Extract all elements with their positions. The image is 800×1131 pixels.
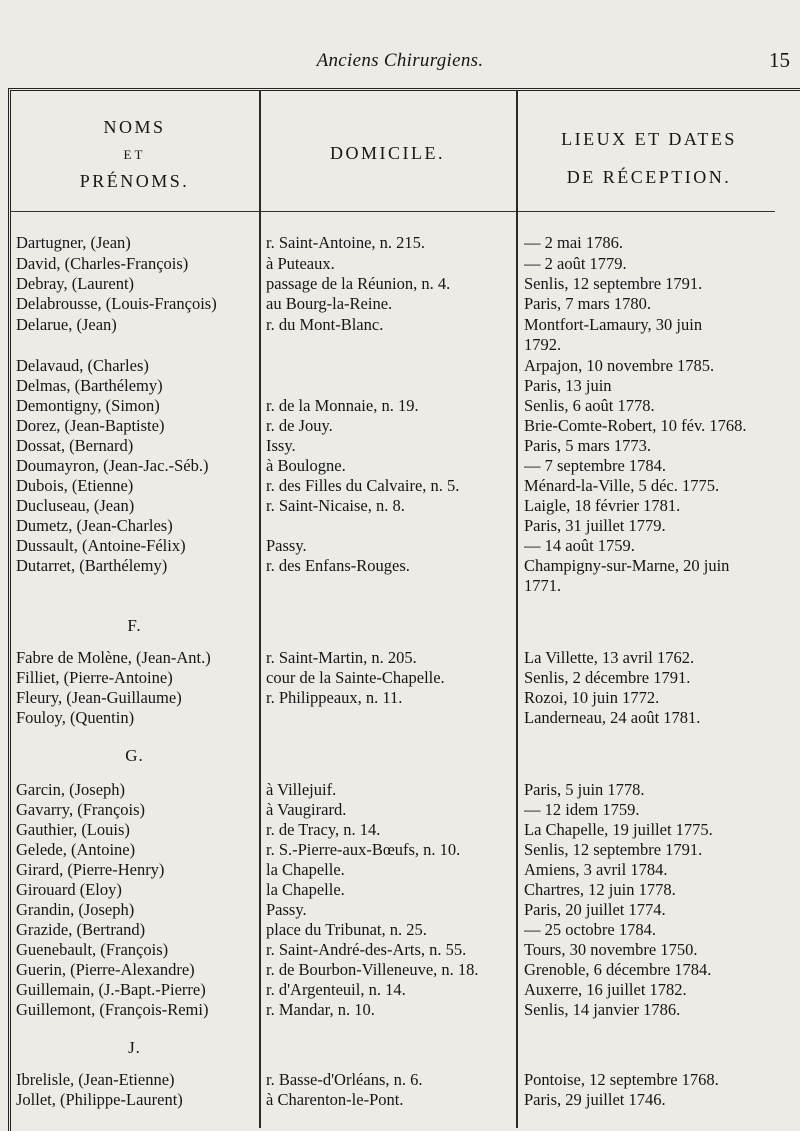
table-row: [0, 416, 800, 437]
date-cell: Champigny-sur-Marne, 20 juin: [524, 556, 730, 575]
name-cell: Guerin, (Pierre-Alexandre): [16, 960, 195, 979]
table-row: [0, 668, 800, 689]
domicile-cell: Passy.: [266, 536, 307, 555]
date-cell: Grenoble, 6 décembre 1784.: [524, 960, 712, 979]
name-cell: David, (Charles-François): [16, 254, 189, 273]
table-row: [0, 456, 800, 477]
name-cell: Guillemont, (François-Remi): [16, 1000, 209, 1019]
domicile-cell: place du Tribunat, n. 25.: [266, 920, 427, 939]
table-row: [0, 274, 800, 295]
date-cell: — 25 octobre 1784.: [524, 920, 656, 939]
table-row: [0, 376, 800, 397]
date-cell: Paris, 13 juin: [524, 376, 612, 395]
name-cell: Dubois, (Etienne): [16, 476, 134, 495]
table-row: [0, 820, 800, 841]
date-cell: Senlis, 12 septembre 1791.: [524, 274, 703, 293]
domicile-cell: r. des Filles du Calvaire, n. 5.: [266, 476, 460, 495]
section-heading-g: G.: [125, 746, 144, 765]
column-header-lieux: [518, 120, 780, 196]
name-cell: Gavarry, (François): [16, 800, 146, 819]
table-row: [0, 800, 800, 821]
date-cell: 1771.: [524, 576, 562, 595]
column-header-noms: [10, 114, 259, 195]
domicile-cell: r. Saint-André-des-Arts, n. 55.: [266, 940, 467, 959]
domicile-cell: à Boulogne.: [266, 456, 346, 475]
table-row: [0, 396, 800, 417]
name-cell: Delabrousse, (Louis-François): [16, 294, 217, 313]
table-row: [0, 900, 800, 921]
name-cell: Ibrelisle, (Jean-Etienne): [16, 1070, 175, 1089]
name-cell: Jollet, (Philippe-Laurent): [16, 1090, 183, 1109]
date-cell: Brie-Comte-Robert, 10 fév. 1768.: [524, 416, 747, 435]
header-rule-domicile: [259, 211, 516, 212]
domicile-cell: à Puteaux.: [266, 254, 335, 273]
table-row: [0, 233, 800, 254]
name-cell: Fabre de Molène, (Jean-Ant.): [16, 648, 211, 667]
table-row: [0, 708, 800, 729]
date-cell: Paris, 5 mars 1773.: [524, 436, 651, 455]
domicile-cell: r. de Tracy, n. 14.: [266, 820, 381, 839]
name-cell: Dossat, (Bernard): [16, 436, 134, 455]
domicile-cell: r. de Bourbon-Villeneuve, n. 18.: [266, 960, 479, 979]
domicile-cell: r. Philippeaux, n. 11.: [266, 688, 403, 707]
name-cell: Demontigny, (Simon): [16, 396, 160, 415]
domicile-cell: r. Saint-Martin, n. 205.: [266, 648, 417, 667]
date-cell: Senlis, 12 septembre 1791.: [524, 840, 703, 859]
date-cell: Ménard-la-Ville, 5 déc. 1775.: [524, 476, 720, 495]
header-noms-line2: ET: [123, 147, 146, 162]
name-cell: Dutarret, (Barthélemy): [16, 556, 168, 575]
date-cell: 1792.: [524, 335, 562, 354]
domicile-cell: r. du Mont-Blanc.: [266, 315, 384, 334]
date-cell: Landerneau, 24 août 1781.: [524, 708, 701, 727]
table-row: [0, 920, 800, 941]
name-cell: Fouloy, (Quentin): [16, 708, 135, 727]
table-row: [0, 1000, 800, 1021]
date-cell: — 2 mai 1786.: [524, 233, 623, 252]
page-title: Anciens Chirurgiens.: [316, 50, 484, 71]
name-cell: Fleury, (Jean-Guillaume): [16, 688, 182, 707]
header-rule-lieux: [518, 211, 775, 212]
domicile-cell: r. Saint-Antoine, n. 215.: [266, 233, 426, 252]
table-row: [0, 496, 800, 517]
table-row: [0, 980, 800, 1001]
page-number: 15: [769, 48, 790, 72]
name-cell: Gelede, (Antoine): [16, 840, 136, 859]
domicile-cell: la Chapelle.: [266, 860, 345, 879]
name-cell: Filliet, (Pierre-Antoine): [16, 668, 173, 687]
name-cell: Gauthier, (Louis): [16, 820, 130, 839]
domicile-cell: Passy.: [266, 900, 307, 919]
table-row: [0, 315, 800, 336]
date-cell: Paris, 7 mars 1780.: [524, 294, 651, 313]
domicile-cell: Issy.: [266, 436, 296, 455]
date-cell: Paris, 29 juillet 1746.: [524, 1090, 666, 1109]
domicile-cell: r. Saint-Nicaise, n. 8.: [266, 496, 405, 515]
date-cell: Montfort-Lamaury, 30 juin: [524, 315, 703, 334]
name-cell: Delavaud, (Charles): [16, 356, 149, 375]
name-cell: Ducluseau, (Jean): [16, 496, 135, 515]
date-cell: Paris, 5 juin 1778.: [524, 780, 645, 799]
name-cell: Girard, (Pierre-Henry): [16, 860, 165, 879]
domicile-cell: au Bourg-la-Reine.: [266, 294, 393, 313]
domicile-cell: r. S.-Pierre-aux-Bœufs, n. 10.: [266, 840, 461, 859]
table-row: [0, 576, 800, 597]
name-cell: Grazide, (Bertrand): [16, 920, 146, 939]
domicile-cell: r. de la Monnaie, n. 19.: [266, 396, 419, 415]
table-row: [0, 860, 800, 881]
date-cell: La Villette, 13 avril 1762.: [524, 648, 695, 667]
date-cell: — 12 idem 1759.: [524, 800, 640, 819]
domicile-cell: passage de la Réunion, n. 4.: [266, 274, 451, 293]
date-cell: Senlis, 2 décembre 1791.: [524, 668, 691, 687]
date-cell: Pontoise, 12 septembre 1768.: [524, 1070, 719, 1089]
date-cell: Senlis, 14 janvier 1786.: [524, 1000, 681, 1019]
table-row: [0, 294, 800, 315]
table-row: [0, 556, 800, 577]
name-cell: Garcin, (Joseph): [16, 780, 126, 799]
name-cell: Doumayron, (Jean-Jac.-Séb.): [16, 456, 209, 475]
name-cell: Dumetz, (Jean-Charles): [16, 516, 173, 535]
domicile-cell: r. d'Argenteuil, n. 14.: [266, 980, 406, 999]
date-cell: Arpajon, 10 novembre 1785.: [524, 356, 715, 375]
table-row: [0, 780, 800, 801]
table-row: [0, 840, 800, 861]
column-header-domicile: DOMICILE.: [330, 143, 445, 163]
domicile-cell: r. Mandar, n. 10.: [266, 1000, 375, 1019]
date-cell: Paris, 20 juillet 1774.: [524, 900, 666, 919]
header-rule-noms: [10, 211, 259, 212]
header-noms-line1: NOMS: [103, 117, 166, 137]
domicile-cell: r. Basse-d'Orléans, n. 6.: [266, 1070, 423, 1089]
date-cell: Laigle, 18 février 1781.: [524, 496, 681, 515]
name-cell: Dussault, (Antoine-Félix): [16, 536, 186, 555]
table-row: [0, 356, 800, 377]
domicile-cell: à Vaugirard.: [266, 800, 347, 819]
section-heading-f: F.: [127, 616, 142, 635]
date-cell: Senlis, 6 août 1778.: [524, 396, 655, 415]
domicile-cell: r. de Jouy.: [266, 416, 333, 435]
date-cell: — 2 août 1779.: [524, 254, 627, 273]
date-cell: Tours, 30 novembre 1750.: [524, 940, 698, 959]
name-cell: Guillemain, (J.-Bapt.-Pierre): [16, 980, 206, 999]
table-row: [0, 254, 800, 275]
table-row: [0, 536, 800, 557]
name-cell: Guenebault, (François): [16, 940, 169, 959]
header-lieux-line1: LIEUX ET DATES: [561, 129, 737, 149]
running-head: [0, 48, 800, 78]
name-cell: Girouard (Eloy): [16, 880, 122, 899]
domicile-cell: cour de la Sainte-Chapelle.: [266, 668, 445, 687]
date-cell: — 14 août 1759.: [524, 536, 635, 555]
name-cell: Dorez, (Jean-Baptiste): [16, 416, 165, 435]
name-cell: Dartugner, (Jean): [16, 233, 131, 252]
domicile-cell: r. des Enfans-Rouges.: [266, 556, 410, 575]
domicile-cell: à Charenton-le-Pont.: [266, 1090, 404, 1109]
domicile-cell: la Chapelle.: [266, 880, 345, 899]
date-cell: Auxerre, 16 juillet 1782.: [524, 980, 687, 999]
name-cell: Debray, (Laurent): [16, 274, 135, 293]
name-cell: Delarue, (Jean): [16, 315, 117, 334]
table-row: [0, 1070, 800, 1091]
date-cell: Chartres, 12 juin 1778.: [524, 880, 676, 899]
table-row: [0, 335, 800, 356]
table-row: [0, 940, 800, 961]
table-row: [0, 688, 800, 709]
table-row: [0, 476, 800, 497]
date-cell: Rozoi, 10 juin 1772.: [524, 688, 660, 707]
header-noms-line3: PRÉNOMS.: [79, 171, 190, 191]
domicile-cell: à Villejuif.: [266, 780, 337, 799]
date-cell: — 7 septembre 1784.: [524, 456, 667, 475]
table-row: [0, 648, 800, 669]
date-cell: La Chapelle, 19 juillet 1775.: [524, 820, 713, 839]
section-heading-j: J.: [128, 1038, 141, 1057]
date-cell: Paris, 31 juillet 1779.: [524, 516, 666, 535]
table-row: [0, 1090, 800, 1111]
header-lieux-line2: DE RÉCEPTION.: [566, 167, 732, 187]
name-cell: Delmas, (Barthélemy): [16, 376, 163, 395]
table-row: [0, 960, 800, 981]
date-cell: Amiens, 3 avril 1784.: [524, 860, 668, 879]
table-row: [0, 516, 800, 537]
table-row: [0, 880, 800, 901]
table-row: [0, 436, 800, 457]
name-cell: Grandin, (Joseph): [16, 900, 135, 919]
